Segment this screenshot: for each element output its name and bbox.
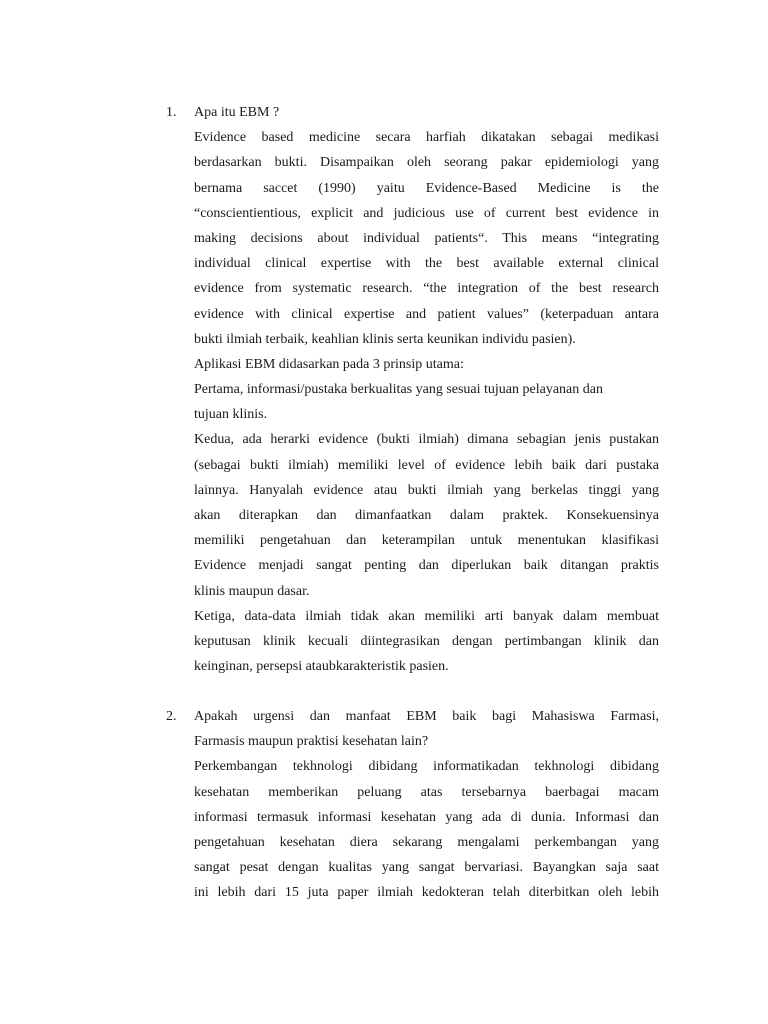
text-line: klinis maupun dasar. xyxy=(194,583,310,599)
text-line: Farmasis maupun praktisi kesehatan lain? xyxy=(194,734,429,750)
text-line: Apakah urgensi dan manfaat EBM baik bagi Mahasiswa Farmasi, xyxy=(194,709,659,724)
text-line: Pertama, informasi/pustaka berkualitas yang sesuai tujuan pelayanan dan xyxy=(194,382,603,398)
text-line: bukti ilmiah terbaik, keahlian klinis serta keunikan individu pasien). xyxy=(194,331,576,347)
text-line: (sebagai bukti ilmiah) memiliki level of evidence lebih baik dari pustaka xyxy=(194,457,659,473)
text-line: Aplikasi EBM didasarkan pada 3 prinsip utama: xyxy=(194,356,464,372)
text-line: Ketiga, data-data ilmiah tidak akan memiliki arti banyak dalam membuat xyxy=(194,608,659,624)
text-line: memiliki pengetahuan dan keterampilan untuk menentukan klasifikasi xyxy=(194,533,659,549)
list-number: 2. xyxy=(166,709,177,724)
text-line: individual clinical expertise with the best available external clinical xyxy=(194,256,659,272)
text-line: “conscientientious, explicit and judicious use of current best evidence in xyxy=(194,205,659,221)
text-line: informasi termasuk informasi kesehatan yang ada di dunia. Informasi dan xyxy=(194,809,659,825)
text-line: berdasarkan bukti. Disampaikan oleh seorang pakar epidemiologi yang xyxy=(194,155,659,171)
list-number: 1. xyxy=(166,105,177,120)
text-line: evidence from systematic research. “the integration of the best research xyxy=(194,281,659,297)
text-line: keputusan klinik kecuali diintegrasikan dengan pertimbangan klinik dan xyxy=(194,633,659,649)
text-line: akan diterapkan dan dimanfaatkan dalam praktek. Konsekuensinya xyxy=(194,508,659,523)
text-line: lainnya. Hanyalah evidence atau bukti ilmiah yang berkelas tinggi yang xyxy=(194,482,659,498)
text-line: Evidence based medicine secara harfiah dikatakan sebagai medikasi xyxy=(194,130,659,146)
list-item-body xyxy=(194,100,659,679)
text-line: bernama saccet (1990) yaitu Evidence-Based Medicine is the xyxy=(194,180,659,196)
text-line: Evidence menjadi sangat penting dan diperlukan baik ditangan praktis xyxy=(194,558,659,574)
text-line: tujuan klinis. xyxy=(194,407,268,423)
text-line: pengetahuan kesehatan diera sekarang mengalami perkembangan yang xyxy=(194,834,659,850)
text-line: making decisions about individual patients“. This means “integrating xyxy=(194,230,659,246)
text-line: ini lebih dari 15 juta paper ilmiah kedokteran telah diterbitkan oleh lebih xyxy=(194,885,659,901)
text-line: kesehatan memberikan peluang atas tersebarnya baerbagai macam xyxy=(194,784,659,800)
text-line: keinginan, persepsi ataubkarakteristik pasien. xyxy=(194,659,449,675)
text-line: Perkembangan tekhnologi dibidang informatikadan tekhnologi dibidang xyxy=(194,759,659,775)
text-line: evidence with clinical expertise and patient values” (keterpaduan antara xyxy=(194,306,659,322)
text-line: Kedua, ada herarki evidence (bukti ilmiah) dimana sebagian jenis pustakan xyxy=(194,432,659,448)
text-line: Apa itu EBM ? xyxy=(194,105,280,120)
text-line: sangat pesat dengan kualitas yang sangat bervariasi. Bayangkan saja saat xyxy=(194,860,659,876)
list-item-body xyxy=(194,704,659,906)
